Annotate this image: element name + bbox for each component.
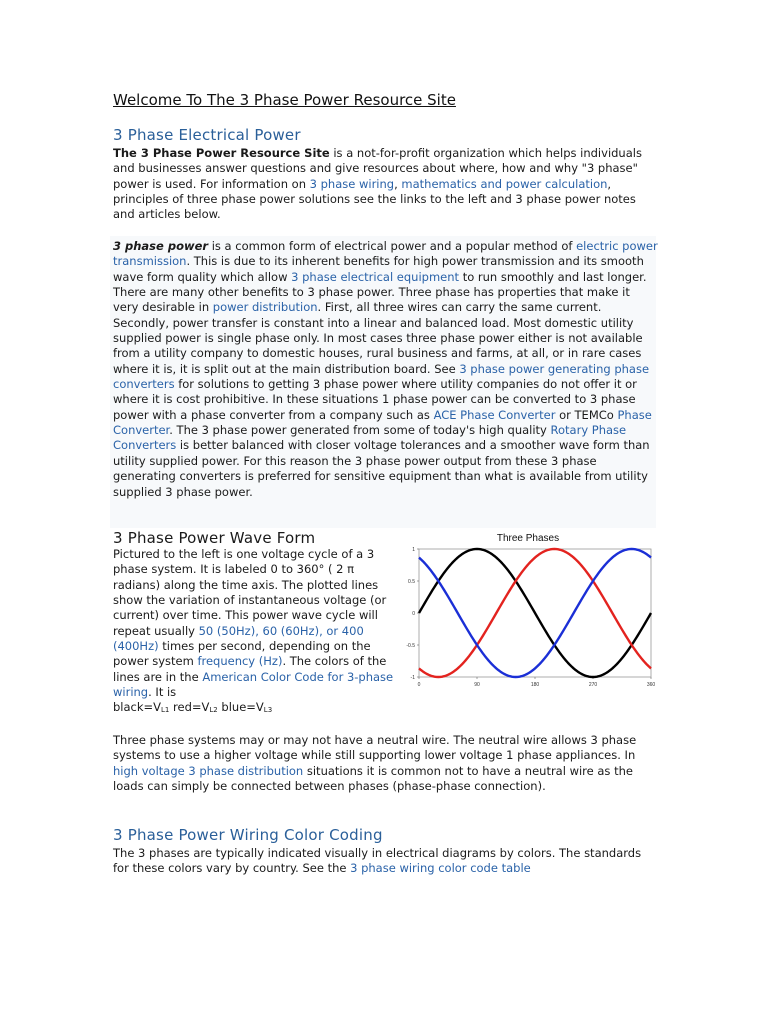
link-rotary-phase-converters[interactable]: Rotary Phase Converters (113, 423, 627, 453)
intro-text-3: , principles of three phase power solutions see the links to the left and 3 phase power notes and articles below. (113, 176, 636, 222)
color-text-1: The 3 phases are typically indicated visually in electrical diagrams by colors. The standards for these colors vary by country. See the (113, 846, 642, 876)
y-tick-label: 0 (412, 611, 415, 617)
p2-text-2: . This is due to its inherent benefits for high power transmission and its smooth wave form quality which allow (113, 254, 644, 284)
legend-red-sub: L2 (209, 706, 218, 715)
p2-text-7: . The 3 phase power generated from some of today's high quality (169, 423, 551, 438)
link-3-phase-electrical-equipment[interactable]: 3 phase electrical equipment (291, 269, 460, 284)
page-title: Welcome To The 3 Phase Power Resource Site (113, 91, 456, 109)
intro-text-1: is a not-for-profit organization which helps individuals and businesses answer questions and give resources about where, how and why "3 phase" power is used. For information on (113, 146, 642, 191)
neutral-wire-paragraph (113, 733, 658, 794)
link-high-voltage-distribution[interactable]: high voltage 3 phase distribution (113, 763, 304, 778)
wave-text-3: . The colors of the lines are in the (113, 654, 387, 684)
x-tick-label: 0 (417, 682, 421, 688)
x-tick-label: 360 (646, 682, 656, 688)
link-frequency[interactable]: frequency (Hz) (197, 654, 283, 669)
link-phase-converter[interactable]: Phase Converter (113, 407, 652, 438)
p2-text-6: or TEMCo (555, 407, 618, 422)
y-tick-label: 1 (412, 547, 415, 553)
link-power-distribution[interactable]: power distribution (212, 300, 318, 315)
p2-text-3: to run smoothly and last longer. There are many other benefits to 3 phase power. Three phase has properties that make it very desirable in (113, 269, 647, 315)
wave-text-1: Pictured to the left is one voltage cycle of a 3 phase system. It is labeled 0 to 360° ( 2 π radians) along the time axis. The plotted lines show the variation of instantaneous voltage (or current) over time. This power wave cycle will repeat usually (113, 547, 387, 638)
p2-text-1: is a common form of electrical power and a popular method of (208, 239, 577, 253)
series-line-v-l1 (419, 549, 651, 677)
legend-black-sub: L1 (161, 706, 170, 715)
chart-title: Three Phases (496, 533, 560, 544)
link-american-color-code[interactable]: American Color Code for 3-phase wiring (113, 669, 394, 700)
lead-italic: 3 phase power (113, 239, 209, 253)
three-phases-chart (397, 529, 660, 696)
wave-form-paragraph (113, 547, 396, 719)
section-heading-wiring-color-coding: 3 Phase Power Wiring Color Coding (113, 826, 383, 844)
x-tick-label: 180 (530, 682, 540, 688)
p2-text-5: for solutions to getting 3 phase power where utility companies do not offer it or where it is cost prohibitive. In these situations 1 phase power can be converted to 3 phase power with a phase converter from a company such as (113, 377, 637, 422)
wave-text-2: times per second, depending on the power system (113, 639, 371, 669)
neutral-text-1: Three phase systems may or may not have a neutral wire. The neutral wire allows 3 phase systems to use a higher voltage while still supporting lower voltage 1 phase appliances. In (113, 733, 637, 763)
x-tick-label: 90 (474, 682, 480, 688)
link-color-code-table[interactable]: 3 phase wiring color code table (350, 861, 531, 876)
p2-text-4: . First, all three wires can carry the same current. Secondly, power transfer is constant into a linear and balanced load. Most domestic utility supplied power is single phase only. In most cases three phase power either is not available from a utility company to domestic houses, rural business and farms, at all, or in rare cases where it is, it is split out at the main distribution board. See (113, 300, 643, 376)
link-3-phase-wiring[interactable]: 3 phase wiring (309, 176, 395, 191)
y-tick-label: -0.5 (406, 643, 415, 649)
intro-paragraph (113, 146, 653, 223)
link-phase-converters[interactable]: 3 phase power generating phase converters (113, 361, 650, 392)
three-phase-power-paragraph (113, 239, 658, 500)
link-frequencies[interactable]: 50 (50Hz), 60 (60Hz), or 400 (400Hz) (113, 623, 364, 654)
wave-text-4: . It is (148, 685, 177, 700)
p2-text-8: is better balanced with closer voltage tolerances and a smoother wave form than utility supplied power. For this reason the 3 phase power output from these 3 phase generating converters is preferred for sensitive equipment than what is available from utility supplied 3 phase power. (113, 438, 650, 499)
intro-bold: The 3 Phase Power Resource Site (113, 146, 330, 160)
y-tick-label: 0.5 (408, 579, 415, 585)
x-tick-label: 270 (588, 682, 598, 688)
legend-red: red=V (169, 700, 210, 715)
color-coding-paragraph (113, 846, 658, 877)
neutral-text-2: situations it is common not to have a neutral wire as the loads can simply be connected between phases (phase-phase connection). (113, 763, 633, 794)
link-electric-power-transmission[interactable]: electric power transmission (113, 239, 658, 269)
legend-blue: blue=V (217, 700, 264, 715)
y-tick-label: -1 (410, 675, 415, 681)
section-heading-wave-form: 3 Phase Power Wave Form (113, 529, 316, 547)
link-ace-phase-converter[interactable]: ACE Phase Converter (433, 407, 556, 422)
legend-blue-sub: L3 (263, 706, 273, 715)
legend-black: black=V (113, 700, 162, 715)
section-heading-electrical-power: 3 Phase Electrical Power (113, 126, 301, 144)
intro-text-2: , (394, 176, 402, 191)
link-mathematics[interactable]: mathematics and power calculation (401, 176, 608, 191)
